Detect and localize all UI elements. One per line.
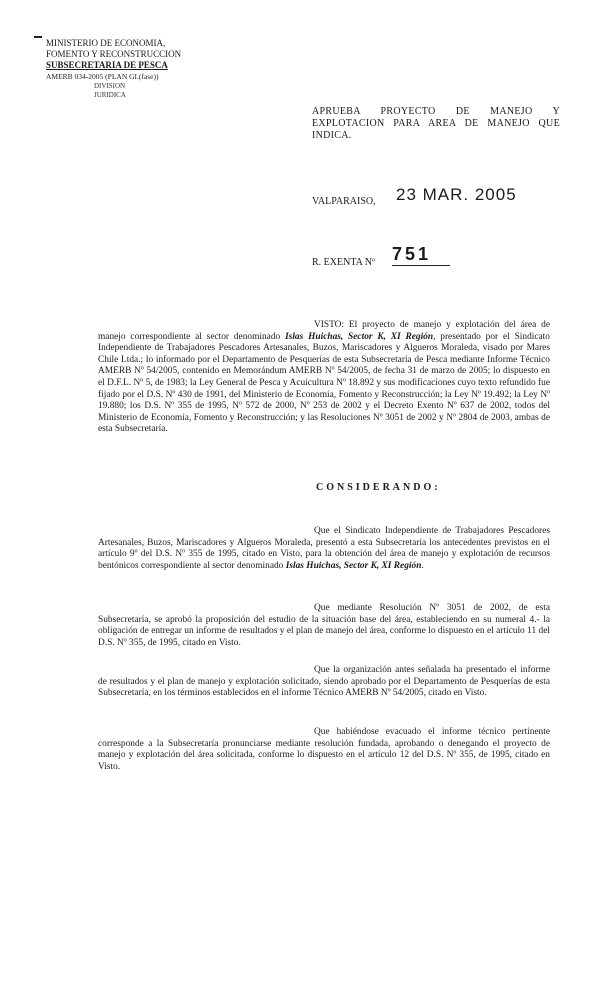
stamp-juridica: JURIDICA (94, 91, 126, 99)
c1-suffix: . (421, 560, 424, 571)
visto-paragraph (98, 320, 550, 436)
resolution-number: 751 (392, 244, 432, 264)
stamp-division: DIVISION (94, 82, 126, 90)
resolution-underline (392, 265, 450, 266)
visto-rest: , presentado por el Sindicato Independiente de Trabajadores Pescadores Artesanales, Buzos, Mariscadores y Algueros Moraleda, visado por Mares Chile Ltda.; lo informado por el Departamento de Pesquerías de esta Subsecretaría de Pesca mediante Informe Técnico AMERB Nº 54/2005, contenido en Memorándum AMERB Nº 54/2005, de fecha 31 de marzo de 2005; lo dispuesto en el D.F.L. Nº 5, de 1983; la Ley General de Pesca y Acuicultura Nº 18.892 y sus modificaciones cuyo texto refundido fue fijado por el D.S. Nº 430 de 1991, del Ministerio de Economía, Fomento y Reconstrucción; la Ley Nº 19.492; la Ley Nº 19.880; los D.S. Nº 355 de 1995, Nº 572 de 2000, Nº 253 de 2002 y el Decreto Exento Nº 637 de 2002, todos del Ministerio de Economía, Fomento y Reconstrucción; y las Resoluciones Nº 3051 de 2002 y Nº 2804 de 2003, ambas de esta Subsecretaría. (98, 331, 550, 435)
considerando-heading: CONSIDERANDO: (316, 482, 441, 493)
document-subject: APRUEBA PROYECTO DE MANEJO Y EXPLOTACION PARA AREA DE MANEJO QUE INDICA. (312, 106, 560, 141)
letterhead-ministry: MINISTERIO DE ECONOMIA, (46, 38, 166, 48)
letterhead-reference: AMERB 034-2005 (PLAN GI.(fase)) (46, 72, 159, 81)
letterhead-ministry-2: FOMENTO Y RECONSTRUCCION (46, 49, 182, 59)
resolution-label: R. EXENTA Nº (312, 257, 376, 268)
c1-sector: Islas Huichas, Sector K, XI Región (285, 560, 422, 571)
margin-mark (34, 36, 42, 38)
considerando-1 (98, 526, 550, 572)
considerando-3: Que la organización antes señalada ha presentado el informe de resultados y el plan de manejo y explotación solicitado, siendo aprobado por el Departamento de Pesquerías de esta Subsecretaría, en los términos establecidos en el informe Técnico AMERB Nº 54/2005, citado en Visto. (98, 665, 550, 699)
visto-sector: Islas Huichas, Sector K, XI Región (285, 331, 434, 342)
letterhead-subsecretaria: SUBSECRETARIA DE PESCA (46, 60, 168, 70)
c1-prefix: Que el Sindicato Independiente de Trabajadores Pescadores Artesanales, Buzos, Mariscadores y Algueros Moraleda, presentó a esta Subsecretaría los antecedentes previstos en el artículo 9º del D.S. Nº 355 de 1995, citado en Visto, para la obtención del área de manejo y explotación de recursos bentónicos correspondiente al sector denominado (98, 526, 550, 571)
considerando-2: Que mediante Resolución Nº 3051 de 2002, de esta Subsecretaría, se aprobó la proposición del estudio de la situación base del área, estableciendo en su numeral 4.- la obligación de entregar un informe de resultados y el plan de manejo del área, conforme lo dispuesto en el artículo 11 del D.S. Nº 355, de 1995, citado en Visto. (98, 603, 550, 648)
date-stamp: 23 MAR. 2005 (396, 185, 517, 204)
considerando-4: Que habiéndose evacuado el informe técnico pertinente corresponde a la Subsecretaría pronunciarse mediante resolución fundada, aprobando o denegando el proyecto de manejo y explotación del área solicitada, conforme lo dispuesto en el artículo 12 del D.S. Nº 355, de 1995, citado en Visto. (98, 727, 550, 772)
visto-prefix: VISTO: El proyecto de manejo y explotación del área de manejo correspondiente al sector denominado (98, 320, 550, 342)
letterhead (46, 38, 216, 100)
place-label: VALPARAISO, (312, 196, 376, 207)
